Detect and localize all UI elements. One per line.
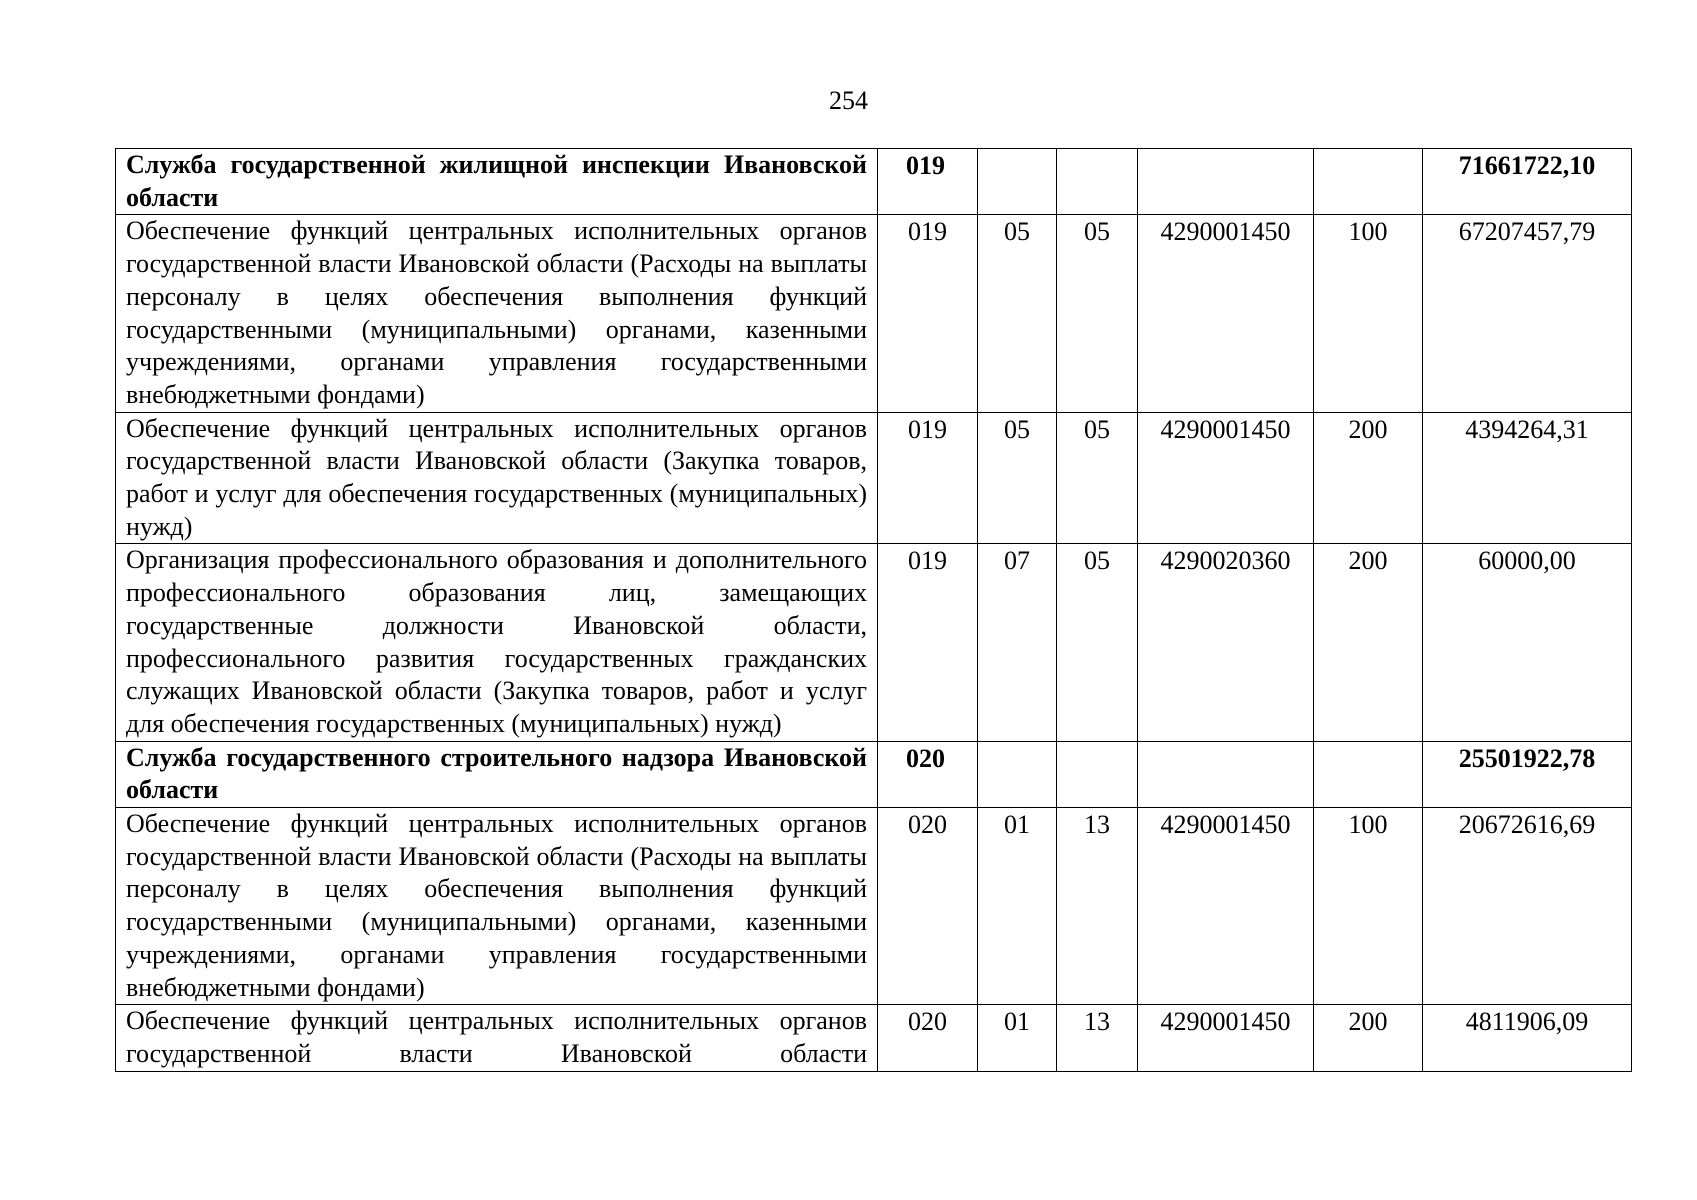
row-name: Обеспечение функций центральных исполнительных органов государственной власти Ивановской области (Закупка товаров, работ и услуг для обеспечения государственных (муниципальных) нужд) [116,412,878,544]
subsection-code: 13 [1057,1005,1138,1071]
ministry-code: 020 [878,808,978,1005]
section-code [978,149,1057,215]
target-code: 4290001450 [1138,1005,1314,1071]
amount: 25501922,78 [1423,741,1632,807]
section-code: 05 [978,215,1057,412]
row-name: Обеспечение функций центральных исполнительных органов государственной власти Ивановской области (Расходы на выплаты персоналу в целях обеспечения выполнения функций государственными (муниципальными) органами, казенными учреждениями, органами управления государственными внебюджетными фондами) [116,808,878,1005]
subsection-code [1057,149,1138,215]
expense-type-code: 100 [1314,215,1423,412]
amount: 20672616,69 [1423,808,1632,1005]
budget-table [115,148,1632,1072]
ministry-code: 020 [878,1005,978,1071]
ministry-code: 019 [878,215,978,412]
table-row [116,544,1632,741]
target-code: 4290001450 [1138,215,1314,412]
expense-type-code: 200 [1314,412,1423,544]
expense-type-code [1314,741,1423,807]
row-name: Служба государственной жилищной инспекции Ивановской области [116,149,878,215]
target-code: 4290001450 [1138,808,1314,1005]
ministry-code: 019 [878,412,978,544]
expense-type-code: 200 [1314,544,1423,741]
table-row-header [116,149,1632,215]
target-code [1138,741,1314,807]
ministry-code: 020 [878,741,978,807]
ministry-code: 019 [878,544,978,741]
expense-type-code: 100 [1314,808,1423,1005]
target-code [1138,149,1314,215]
section-code: 01 [978,1005,1057,1071]
row-name: Обеспечение функций центральных исполнительных органов государственной власти Ивановской области (Расходы на выплаты персоналу в целях обеспечения выполнения функций государственными (муниципальными) органами, казенными учреждениями, органами управления государственными внебюджетными фондами) [116,215,878,412]
expense-type-code: 200 [1314,1005,1423,1071]
section-code: 01 [978,808,1057,1005]
ministry-code: 019 [878,149,978,215]
target-code: 4290001450 [1138,412,1314,544]
page-number: 254 [829,86,868,115]
subsection-code: 05 [1057,215,1138,412]
table-row [116,412,1632,544]
section-code: 07 [978,544,1057,741]
amount: 4811906,09 [1423,1005,1632,1071]
amount: 4394264,31 [1423,412,1632,544]
table-row [116,215,1632,412]
subsection-code: 05 [1057,412,1138,544]
amount: 71661722,10 [1423,149,1632,215]
subsection-code [1057,741,1138,807]
subsection-code: 05 [1057,544,1138,741]
expense-type-code [1314,149,1423,215]
table-row [116,808,1632,1005]
row-name: Обеспечение функций центральных исполнительных органов государственной власти Ивановской области [116,1005,878,1071]
row-name: Организация профессионального образования и дополнительного профессионального образования лиц, замещающих государственные должности Ивановской области, профессионального развития государственных гражданских служащих Ивановской области (Закупка товаров, работ и услуг для обеспечения государственных (муниципальных) нужд) [116,544,878,741]
row-name: Служба государственного строительного надзора Ивановской области [116,741,878,807]
subsection-code: 13 [1057,808,1138,1005]
table-row-header [116,741,1632,807]
amount: 60000,00 [1423,544,1632,741]
section-code [978,741,1057,807]
table-row [116,1005,1632,1071]
section-code: 05 [978,412,1057,544]
target-code: 4290020360 [1138,544,1314,741]
amount: 67207457,79 [1423,215,1632,412]
